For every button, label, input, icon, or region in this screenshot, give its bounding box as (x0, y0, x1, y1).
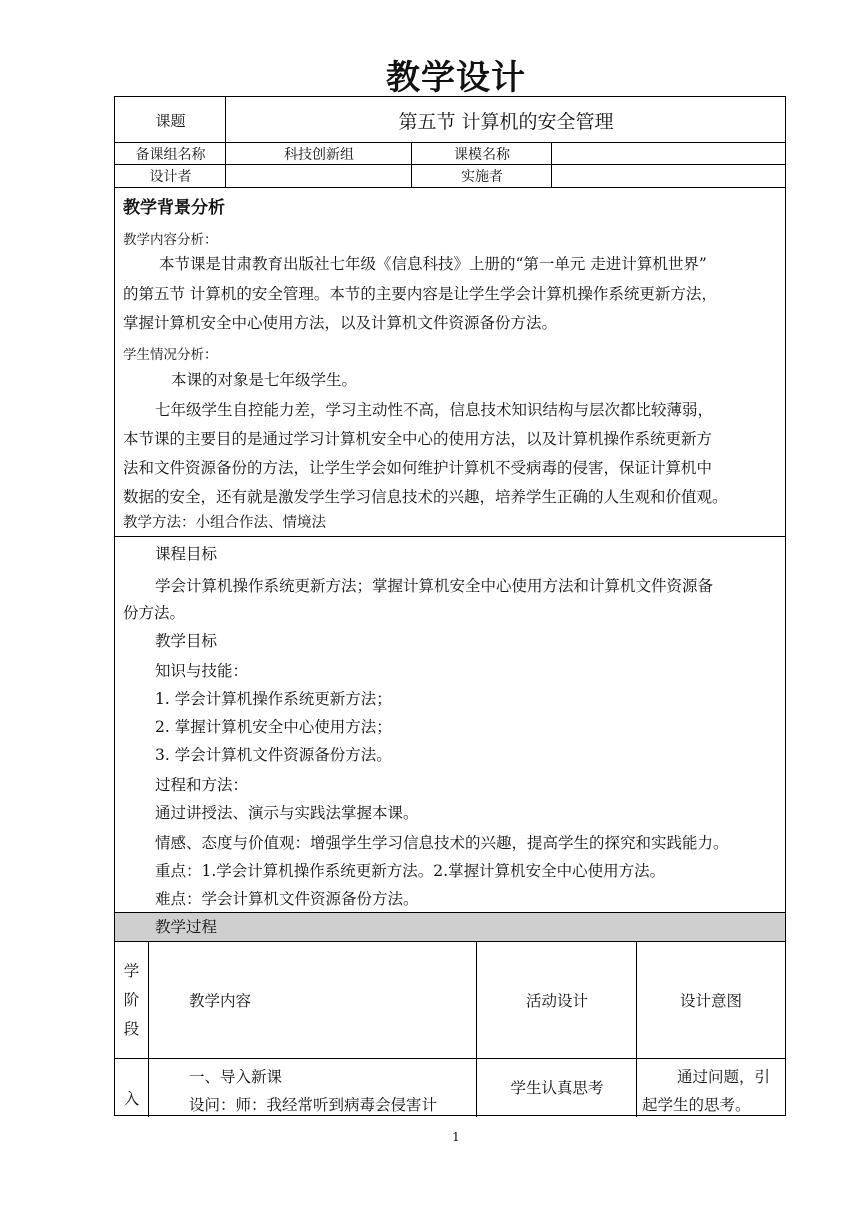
col-stage-char-1: 学 (123, 961, 140, 980)
rule-h-4 (115, 536, 785, 537)
designer-value (226, 165, 412, 187)
rule-h-5 (115, 912, 785, 913)
rule-h-7 (115, 1058, 785, 1059)
col-stage-char-2: 阶 (123, 990, 140, 1009)
module-value (552, 143, 786, 165)
rule-h-3 (115, 187, 785, 188)
col-stage-char-3: 段 (123, 1019, 140, 1038)
designer-label: 设计者 (149, 169, 192, 185)
teaching-goal-heading: 教学目标 (155, 632, 218, 650)
knowledge-skill-label: 知识与技能： (155, 662, 249, 680)
attitude-values: 情感、态度与价值观：增强学生学习信息技术的兴趣，提高学生的探究和实践能力。 (155, 834, 729, 852)
objective-line-1: 学会计算机操作系统更新方法；掌握计算机安全中心使用方法和计算机文件资源备 (155, 577, 714, 595)
row1-intent-line-1: 通过问题，引 (677, 1068, 771, 1086)
rule-v-2 (411, 142, 412, 187)
teaching-method: 教学方法：小组合作法、情境法 (123, 515, 326, 531)
student-line-1: 本课的对象是七年级学生。 (171, 371, 358, 389)
objective-item-2: 2. 掌握计算机安全中心使用方法； (155, 718, 392, 736)
content-line-3: 掌握计算机安全中心使用方法，以及计算机文件资源备份方法。 (123, 314, 558, 332)
topic-label: 课题 (155, 111, 186, 130)
objective-item-3: 3. 学会计算机文件资源备份方法。 (155, 746, 392, 764)
student-line-5: 数据的安全，还有就是激发学生学习信息技术的兴趣，培养学生正确的人生观和价值观。 (123, 488, 728, 506)
col-activity-header: 活动设计 (525, 992, 588, 1010)
row1-intent-line-2: 起学生的思考。 (642, 1096, 751, 1114)
col-intent-header: 设计意图 (679, 992, 742, 1010)
rule-v-intent (636, 941, 637, 1117)
rule-h-2 (115, 164, 785, 165)
rule-v-activity (476, 941, 477, 1117)
student-line-3: 本节课的主要目的是通过学习计算机安全中心的使用方法，以及计算机操作系统更新方 (123, 430, 713, 448)
content-line-1: 本节课是甘肃教育出版社七年级《信息科技》上册的“第一单元 走进计算机世界” (159, 255, 707, 273)
group-value: 科技创新组 (284, 147, 354, 163)
row1-content-line-1: 一、导入新课 (189, 1068, 283, 1086)
course-goal-heading: 课程目标 (155, 545, 218, 563)
document-title: 教学设计 (386, 58, 526, 98)
key-points: 重点：1.学会计算机操作系统更新方法。2.掌握计算机安全中心使用方法。 (155, 862, 666, 880)
student-line-2: 七年级学生自控能力差，学习主动性不高，信息技术知识结构与层次都比较薄弱， (155, 401, 714, 419)
rule-v-stage (148, 941, 149, 1117)
content-analysis-label: 教学内容分析： (123, 232, 218, 248)
row1-activity: 学生认真思考 (510, 1079, 604, 1097)
rule-v-3 (551, 142, 552, 187)
content-line-2: 的第五节 计算机的安全管理。本节的主要内容是让学生学会计算机操作系统更新方法， (123, 285, 717, 303)
process-method-label: 过程和方法： (155, 776, 249, 794)
group-label: 备课组名称 (135, 147, 206, 163)
student-analysis-label: 学生情况分析： (123, 347, 218, 363)
objective-line-2: 份方法。 (123, 604, 186, 622)
difficult-points: 难点：学会计算机文件资源备份方法。 (155, 890, 419, 908)
row1-content-line-2: 设问：师：我经常听到病毒会侵害计 (189, 1096, 438, 1114)
module-label: 课模名称 (454, 147, 510, 163)
objective-item-1: 1. 学会计算机操作系统更新方法； (155, 690, 392, 708)
rule-v-label (225, 97, 226, 187)
rule-h-1 (115, 142, 785, 143)
rule-h-6 (115, 941, 785, 942)
student-line-4: 法和文件资源备份的方法，让学生学会如何维护计算机不受病毒的侵害，保证计算机中 (123, 459, 713, 477)
topic-value: 第五节 计算机的安全管理 (398, 110, 614, 133)
implementer-label: 实施者 (461, 169, 503, 185)
implementer-value (552, 165, 786, 187)
col-stage-header (115, 942, 148, 1058)
process-heading: 教学过程 (155, 918, 218, 936)
page-number: 1 (452, 1130, 460, 1144)
process-method-text: 通过讲授法、演示与实践法掌握本课。 (155, 804, 419, 822)
lesson-plan-table (114, 96, 786, 1116)
row1-stage: 入 (123, 1090, 140, 1108)
background-heading: 教学背景分析 (123, 198, 225, 218)
col-content-header: 教学内容 (189, 992, 252, 1010)
